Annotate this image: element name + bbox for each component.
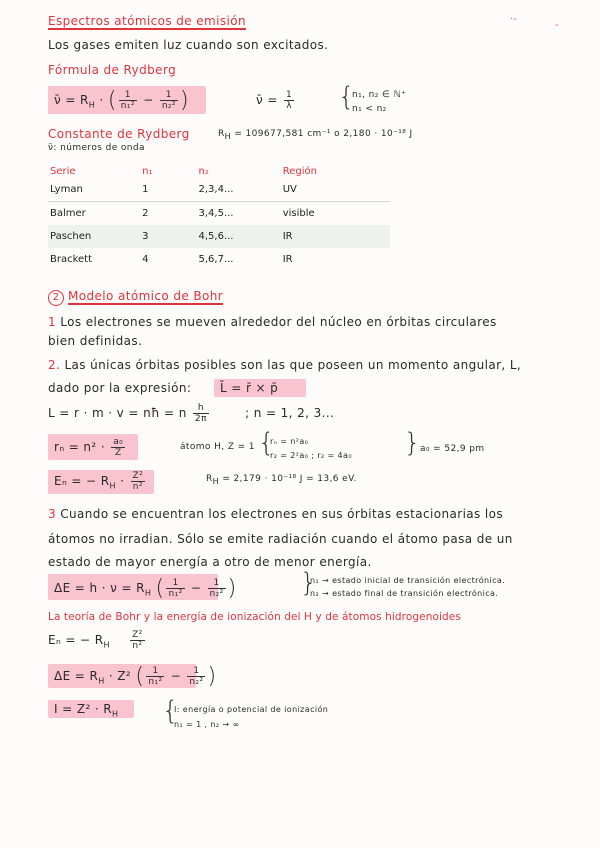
- energy-formula: Eₙ = − $R_H$ · $\frac{\text{Z²}}{\text{n²}}$: [54, 471, 144, 492]
- red-mark: ·-: [510, 14, 517, 25]
- nu-formula: ν̄ = $\frac{1}{\lambda}$: [256, 90, 293, 111]
- cell-serie: Balmer: [50, 208, 86, 219]
- energy-formula-2: Eₙ = − $R_H$ $\frac{\text{Z²}}{\text{n²}}$: [48, 630, 143, 651]
- cell-n1: 2: [142, 208, 149, 219]
- point3-line3: estado de mayor energía a otro de menor energía.: [48, 555, 372, 569]
- table-row: [48, 248, 390, 271]
- col-header-n1: n₁: [142, 165, 153, 177]
- cell-n2: 2,3,4...: [197, 178, 281, 202]
- section-number-badge: 2: [48, 290, 64, 306]
- cell-region: visible: [282, 208, 315, 219]
- table-row: [48, 178, 390, 202]
- point2-line2: dado por la expresión:: [48, 381, 192, 395]
- cell-n1: 4: [142, 254, 149, 265]
- constant-value: $R_H = 109677,581$ cm⁻¹ o 2,180 · 10⁻¹⁸ J: [218, 129, 413, 141]
- ionization-formula: $I = Z^2 \cdot R_H$: [54, 702, 119, 719]
- wave-number-note: ν̄: números de onda: [48, 143, 145, 153]
- point1-line2: bien definidas.: [48, 334, 143, 348]
- cell-n2: 4,5,6...: [197, 225, 281, 248]
- radius-formula: rₙ = n² · $\frac{\text{a₀}}{Z}$: [54, 437, 124, 458]
- angular-momentum-equation: L = r · m · v = nħ = n $\frac{h}{2\pi}$ ; n = 1, 2, 3...: [48, 403, 335, 424]
- rydberg-energy-value: $R_H = 2,179 \cdot 10^{-18}$ J = 13,6 eV.: [206, 474, 357, 486]
- point3-line2: átomos no irradian. Sólo se emite radiación cuando el átomo pasa de un: [48, 532, 513, 546]
- cell-n1: 3: [140, 225, 196, 248]
- cell-n1: 1: [140, 178, 196, 202]
- intro-text: Los gases emiten luz cuando son excitados.: [48, 38, 329, 52]
- section2-heading: 2 Modelo atómico de Bohr: [48, 289, 223, 306]
- col-header-region: Región: [282, 165, 317, 177]
- energy-difference-formula: $\Delta E = h \cdot \nu = R_H$ ( $\frac{1}{\text{n₁²}}$ − $\frac{1}{\text{n₂²}}$ ): [54, 576, 237, 601]
- point2-line1: 2. Las únicas órbitas posibles son las que poseen un momento angular, L,: [48, 358, 522, 372]
- energy-difference-formula-2: $\Delta E = R_H \cdot Z^2$ ( $\frac{1}{\text{n₁²}}$ − $\frac{1}{\text{n₂²}}$ ): [54, 664, 217, 689]
- table-header-row: [48, 164, 390, 178]
- cell-serie: Brackett: [50, 254, 93, 265]
- table-row: [48, 202, 390, 226]
- angular-momentum-vector: L̄ = r̄ × p̄: [220, 381, 279, 395]
- col-header-serie: Serie: [50, 165, 76, 177]
- atom-label: átomo H, Z = 1: [180, 442, 255, 452]
- cell-serie: Paschen: [48, 225, 140, 248]
- cell-n2: 5,6,7...: [198, 254, 234, 265]
- point1-line1: 1 Los electrones se mueven alrededor del núcleo en órbitas circulares: [48, 315, 497, 329]
- cell-n2: 3,4,5...: [198, 208, 234, 219]
- bohr-theory-title: La teoría de Bohr y la energía de ionización del H y de átomos hidrogenoides: [48, 611, 461, 623]
- cell-serie: Lyman: [48, 178, 140, 202]
- red-mark: -: [555, 20, 559, 31]
- page-title: Espectros atómicos de emisión: [48, 14, 246, 28]
- cell-region: UV: [281, 178, 390, 202]
- constant-label: Constante de Rydberg: [48, 127, 190, 141]
- spectral-series-table: [48, 164, 390, 271]
- cell-region: IR: [281, 225, 390, 248]
- table-row: [48, 225, 390, 248]
- col-header-n2: n₂: [198, 165, 209, 177]
- cell-region: IR: [282, 254, 293, 265]
- rydberg-title: Fórmula de Rydberg: [48, 63, 177, 77]
- rydberg-formula: ν̄ = $R_H$ · ( $\frac{1}{\text{n₁²}}$ − $\frac{1}{\text{n₂²}}$ ): [54, 88, 189, 113]
- bohr-radius: a₀ = 52,9 pm: [420, 444, 485, 454]
- point3-line1: 3 Cuando se encuentran los electrones en sus órbitas estacionarias los: [48, 507, 504, 521]
